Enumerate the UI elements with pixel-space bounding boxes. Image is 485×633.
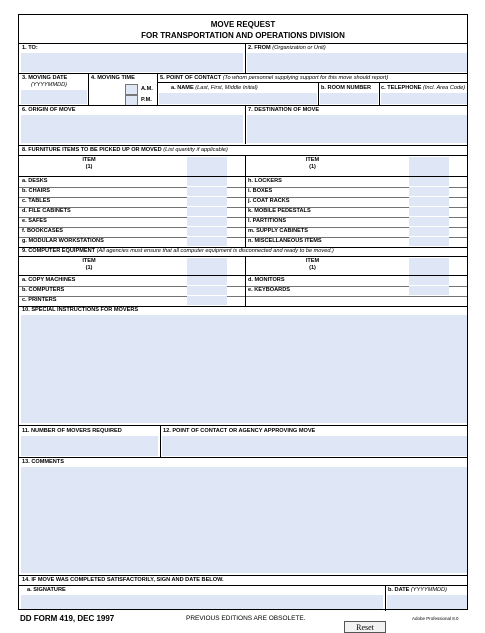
poc-label: 5. POINT OF CONTACT (To whom personnel supplying support for this move should report) [160,75,389,81]
item-num-left: (1) [85,164,93,170]
computer-qty-right-input[interactable] [409,276,449,285]
computer-label: 9. COMPUTER EQUIPMENT (All agencies must ensure that all computer equipment is disconnected and ready to be moved.) [22,248,334,254]
furniture-qty-right-input[interactable] [409,227,449,236]
furniture-item-left: b. CHAIRS [22,188,50,194]
furniture-qty-left-input[interactable] [187,197,227,206]
furniture-qty-right-input[interactable] [409,177,449,186]
origin-label: 6. ORIGIN OF MOVE [22,107,76,113]
furniture-qty-left-input[interactable] [187,207,227,216]
comp-item-num-left: (1) [85,265,93,271]
item-header-right: ITEM [305,157,320,163]
furniture-item-right: j. COAT RACKS [248,198,290,204]
from-field[interactable] [247,53,467,72]
form-subtitle: FOR TRANSPORTATION AND OPERATIONS DIVISION [141,31,345,40]
room-number-label: b. ROOM NUMBER [321,85,372,91]
computer-item-left: b. COMPUTERS [22,287,65,293]
furniture-qty-right-input[interactable] [409,217,449,226]
furniture-item-right: i. BOXES [248,188,273,194]
telephone-field[interactable] [381,93,467,104]
computer-item-left: a. COPY MACHINES [22,277,76,283]
comments-field[interactable] [21,467,467,573]
furniture-item-right: n. MISCELLANEOUS ITEMS [248,238,322,244]
form-id: DD FORM 419, DEC 1997 [20,614,115,623]
computer-qty-left-input[interactable] [187,296,227,305]
move-request-form [18,14,468,610]
moving-date-hint: (YYYYMMDD) [31,82,68,88]
comp-item-header-left: ITEM [82,258,96,264]
poc-agency-field[interactable] [162,436,467,456]
comp-item-num-right: (1) [309,265,316,271]
furniture-qty-left-input[interactable] [187,237,227,246]
moving-time-label: 4. MOVING TIME [91,75,135,81]
furniture-item-left: c. TABLES [22,198,51,204]
furniture-item-left: e. SAFES [22,218,47,224]
furniture-item-left: d. FILE CABINETS [22,208,71,214]
from-label: 2. FROM (Organization or Unit) [248,45,326,51]
destination-field[interactable] [247,115,467,143]
computer-qty-left-input[interactable] [187,286,227,295]
furniture-item-right: k. MOBILE PEDESTALS [248,208,311,214]
poc-name-field[interactable] [159,93,317,104]
comments-label: 13. COMMENTS [22,459,64,465]
furniture-qty-right-input[interactable] [409,207,449,216]
telephone-label: c. TELEPHONE (Incl. Area Code) [381,85,466,91]
comp-item-header-right: ITEM [305,258,320,264]
furniture-item-left: f. BOOKCASES [22,228,64,234]
moving-date-label: 3. MOVING DATE [22,75,68,81]
moving-date-field[interactable] [21,90,87,104]
computer-item-right: d. MONITORS [248,277,285,283]
origin-field[interactable] [21,115,243,143]
furniture-qty-left-input[interactable] [187,177,227,186]
furniture-item-right: l. PARTITIONS [248,218,287,224]
destination-label: 7. DESTINATION OF MOVE [248,107,320,113]
special-label: 10. SPECIAL INSTRUCTIONS FOR MOVERS [22,307,139,313]
computer-item-right: e. KEYBOARDS [248,287,290,293]
movers-label: 11. NUMBER OF MOVERS REQUIRED [22,428,122,434]
signature-label: a. SIGNATURE [27,587,66,593]
computer-qty-right-input[interactable] [409,286,449,295]
furniture-qty-right-input[interactable] [409,237,449,246]
date-label: b. DATE (YYYYMMDD) [388,587,447,593]
sign-label: 14. IF MOVE WAS COMPLETED SATISFACTORILY, SIGN AND DATE BELOW. [22,577,224,583]
furniture-qty-right-input[interactable] [409,197,449,206]
poc-name-label: a. NAME (Last, First, Middle Initial) [171,85,258,91]
form-title: MOVE REQUEST [210,20,276,29]
obsolete-note: PREVIOUS EDITIONS ARE OBSOLETE. [186,615,306,622]
special-instructions-field[interactable] [21,315,467,423]
furniture-item-right: h. LOCKERS [248,178,282,184]
furniture-qty-left-input[interactable] [187,227,227,236]
furniture-qty-left-input[interactable] [187,187,227,196]
item-num-right: (1) [309,164,316,170]
am-checkbox[interactable] [125,84,138,95]
signature-field[interactable] [21,595,383,609]
to-field[interactable] [21,53,243,72]
computer-item-left: c. PRINTERS [22,297,57,303]
movers-field[interactable] [21,436,158,456]
furniture-item-left: a. DESKS [22,178,48,184]
furniture-item-left: g. MODULAR WORKSTATIONS [22,238,104,244]
pm-label: P.M. [141,97,152,103]
reset-button[interactable]: Reset [344,621,386,633]
furniture-qty-right-input[interactable] [409,187,449,196]
furniture-label: 8. FURNITURE ITEMS TO BE PICKED UP OR MOVED (List quantity if applicable) [22,147,228,153]
am-label: A.M. [141,86,153,92]
item-header-left: ITEM [82,157,96,163]
furniture-item-right: m. SUPPLY CABINETS [248,228,308,234]
software-note: Adobe Professional 8.0 [412,616,459,621]
to-label: 1. TO: [22,45,38,51]
room-number-field[interactable] [320,93,378,104]
poc-agency-label: 12. POINT OF CONTACT OR AGENCY APPROVING MOVE [163,428,316,434]
computer-qty-left-input[interactable] [187,276,227,285]
date-field[interactable] [387,595,467,609]
furniture-qty-left-input[interactable] [187,217,227,226]
